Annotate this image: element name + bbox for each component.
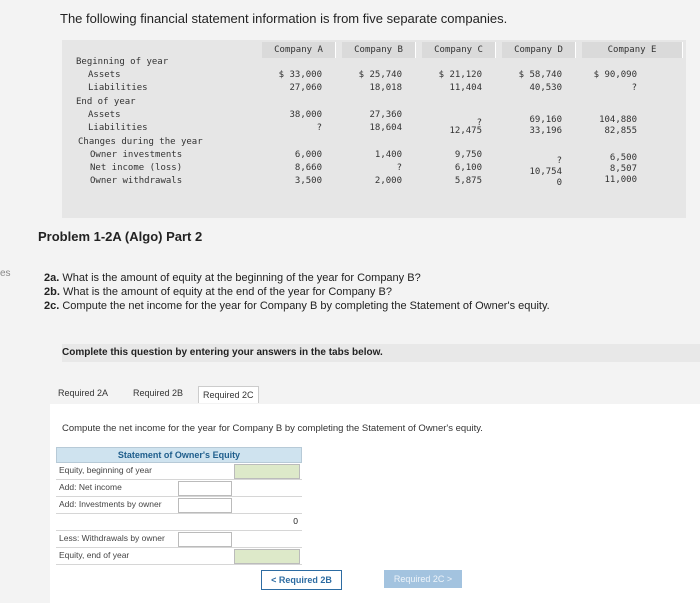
table-cell: 5,875 xyxy=(454,176,482,186)
table-cell: 33,196 xyxy=(529,126,562,136)
table-cell: $ 58,740 xyxy=(518,70,562,80)
col-header-company-b: Company B xyxy=(342,42,416,58)
statement-row xyxy=(56,548,302,565)
table-cell: 18,018 xyxy=(369,83,402,93)
question-text: What is the amount of equity at the beginning of the year for Company B? xyxy=(62,272,421,284)
col-header-company-a: Company A xyxy=(262,42,336,58)
statement-row xyxy=(56,514,302,531)
next-required-2c-button[interactable]: Required 2C > xyxy=(384,570,462,588)
tab-required-2c[interactable]: Required 2C xyxy=(198,386,259,403)
table-cell: 8,507 xyxy=(609,164,637,174)
row-label: Add: Investments by owner xyxy=(59,499,162,509)
net-income-input[interactable] xyxy=(178,481,232,496)
statement-row xyxy=(56,497,302,514)
table-cell: $ 90,090 xyxy=(593,70,637,80)
section-end: End of year xyxy=(76,97,136,107)
table-cell: 82,855 xyxy=(604,126,637,136)
table-cell: 18,604 xyxy=(369,123,402,133)
table-cell: 6,500 xyxy=(609,153,637,163)
question-2c xyxy=(44,300,550,312)
table-cell: 40,530 xyxy=(529,83,562,93)
table-cell: ? xyxy=(316,123,322,133)
col-header-company-c: Company C xyxy=(422,42,496,58)
tab-required-2b[interactable]: Required 2B xyxy=(133,388,184,398)
table-cell: ? xyxy=(396,163,402,173)
prev-required-2b-button[interactable]: < Required 2B xyxy=(261,570,342,590)
subtotal-value: 0 xyxy=(293,516,298,526)
statement-row xyxy=(56,531,302,548)
row-label: Assets xyxy=(88,70,121,80)
table-cell: 104,880 xyxy=(599,115,637,125)
side-tab-label[interactable]: es xyxy=(0,268,11,279)
table-cell: 10,754 xyxy=(529,167,562,177)
table-cell: 2,000 xyxy=(374,176,402,186)
instruction-banner xyxy=(62,344,700,362)
row-label: Less: Withdrawals by owner xyxy=(59,533,165,543)
row-label: Liabilities xyxy=(88,83,148,93)
table-cell: ? xyxy=(476,118,482,128)
table-cell: $ 25,740 xyxy=(358,70,402,80)
table-cell: 0 xyxy=(556,178,562,188)
table-cell: 11,000 xyxy=(604,175,637,185)
table-cell: 69,160 xyxy=(529,115,562,125)
tab-bar xyxy=(50,386,700,405)
compute-instruction: Compute the net income for the year for Company B by completing the Statement of Owner's equity. xyxy=(62,423,483,434)
question-2a xyxy=(44,272,421,284)
table-cell: 1,400 xyxy=(374,150,402,160)
investments-input[interactable] xyxy=(178,498,232,513)
table-cell: 27,360 xyxy=(369,110,402,120)
question-tag: 2c. xyxy=(44,300,60,312)
col-header-company-e: Company E xyxy=(582,42,683,58)
question-tag: 2b. xyxy=(44,286,60,298)
row-label: Equity, end of year xyxy=(59,550,130,560)
table-cell: $ 33,000 xyxy=(278,70,322,80)
statement-row xyxy=(56,463,302,480)
table-cell: 38,000 xyxy=(289,110,322,120)
section-changes: Changes during the year xyxy=(78,137,203,147)
statement-row xyxy=(56,480,302,497)
row-label: Equity, beginning of year xyxy=(59,465,152,475)
table-cell: 6,100 xyxy=(454,163,482,173)
table-cell: 9,750 xyxy=(454,150,482,160)
col-header-company-d: Company D xyxy=(502,42,576,58)
row-label: Add: Net income xyxy=(59,482,122,492)
table-cell: 12,475 xyxy=(449,126,482,136)
problem-title: Problem 1-2A (Algo) Part 2 xyxy=(38,229,203,244)
row-label: Owner withdrawals xyxy=(90,176,183,186)
table-cell: ? xyxy=(631,83,637,93)
table-cell: $ 21,120 xyxy=(438,70,482,80)
row-label: Assets xyxy=(88,110,121,120)
equity-beginning-input[interactable] xyxy=(234,464,300,479)
question-2b xyxy=(44,286,392,298)
row-label: Owner investments xyxy=(90,150,183,160)
statement-title: Statement of Owner's Equity xyxy=(56,447,302,463)
table-cell: 6,000 xyxy=(294,150,322,160)
section-beginning: Beginning of year xyxy=(76,57,169,67)
statement-of-owners-equity xyxy=(56,447,302,565)
row-label: Liabilities xyxy=(88,123,148,133)
row-label: Net income (loss) xyxy=(90,163,183,173)
withdrawals-input[interactable] xyxy=(178,532,232,547)
financial-table xyxy=(62,40,686,218)
question-tag: 2a. xyxy=(44,272,60,284)
instruction-text: Complete this question by entering your answers in the tabs below. xyxy=(62,347,383,358)
equity-end-input[interactable] xyxy=(234,549,300,564)
intro-text: The following financial statement information is from five separate companies. xyxy=(60,11,508,26)
table-cell: 27,060 xyxy=(289,83,322,93)
table-cell: 8,660 xyxy=(294,163,322,173)
tab-required-2a[interactable]: Required 2A xyxy=(58,388,109,398)
table-cell: ? xyxy=(556,156,562,166)
table-cell: 3,500 xyxy=(294,176,322,186)
question-text: What is the amount of equity at the end of the year for Company B? xyxy=(62,286,392,298)
table-cell: 11,404 xyxy=(449,83,482,93)
question-text: Compute the net income for the year for Company B by completing the Statement of Owner's equity. xyxy=(62,300,550,312)
